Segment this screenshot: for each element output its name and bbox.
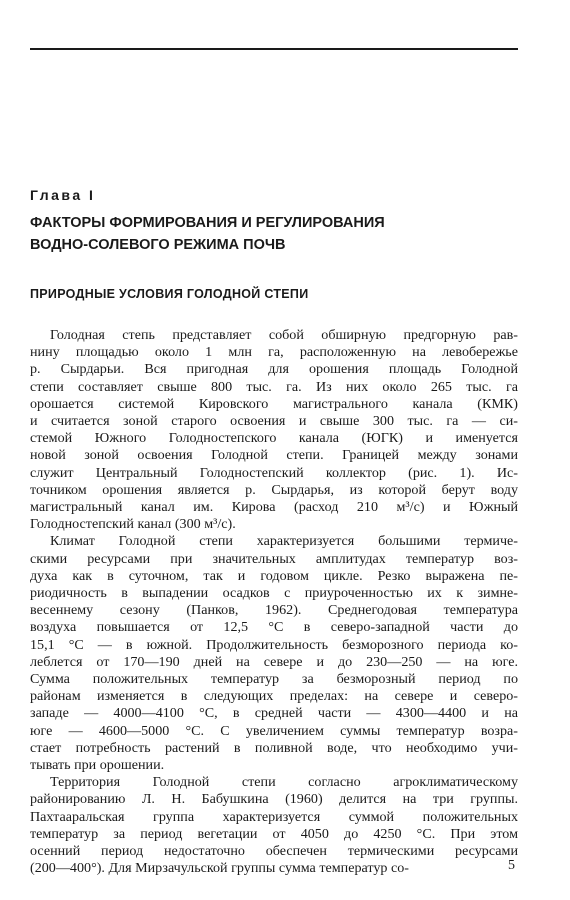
text-line: скими ресурсами при значительных амплитудах температур воз- (30, 550, 518, 567)
text-line: Голодная степь представляет собой обширную предгорную рав- (50, 327, 518, 343)
text-line: районированию Л. Н. Бабушкина (1960) делится на три группы. (30, 791, 518, 808)
text-line: орошается системой Кировского магистрального канала (КМК) (30, 395, 518, 412)
text-line: степи составляет свыше 800 тыс. га. Из них около 265 тыс. га (30, 378, 518, 395)
paragraph (30, 533, 518, 774)
text-line: 15,1 °С — в южной. Продолжительность безморозного периода ко- (30, 636, 518, 653)
text-line: нину площадью около 1 млн га, расположенную на левобережье (30, 344, 518, 361)
text-line: Голодностепский канал (300 м³/с). (30, 516, 236, 533)
chapter-title-line: ФАКТОРЫ ФОРМИРОВАНИЯ И РЕГУЛИРОВАНИЯ (30, 215, 385, 231)
text-line: западе — 4000—4100 °С, в средней части — 4300—4400 и на (30, 705, 518, 722)
text-line: магистральный канал им. Кирова (расход 210 м³/с) и Южный (30, 499, 518, 516)
text-line: юге — 4600—5000 °С. С увеличением суммы температур возра- (30, 722, 518, 739)
text-line: весеннему сезону (Панков, 1962). Среднегодовая температура (30, 602, 518, 619)
body-text (30, 327, 518, 878)
text-line: р. Сырдарьи. Вся пригодная для орошения площадь Голодной (30, 361, 518, 378)
text-line: риодичность в выпадении осадков с приуроченностью их к зимне- (30, 585, 518, 602)
text-line: Пахтааральская группа характеризуется суммой положительных (30, 808, 518, 825)
chapter-label: Глава I (30, 187, 96, 203)
page-number: 5 (508, 858, 515, 873)
text-line: точником орошения является р. Сырдарья, из которой берут воду (30, 481, 518, 498)
text-line: и считается зоной старого освоения и свыше 300 тыс. га — си- (30, 413, 518, 430)
text-line: (200—400°). Для Мирзачульской группы сумма температур со- (30, 860, 409, 877)
text-line: Климат Голодной степи характеризуется большими термиче- (50, 533, 518, 550)
header-rule (30, 48, 518, 50)
text-line: температур за период вегетации от 4050 до 4250 °С. При этом (30, 825, 518, 842)
text-line: тывать при орошении. (30, 757, 165, 774)
text-line: воздуха повышается от 12,5 °С в северо-западной части до (30, 619, 518, 636)
chapter-title (30, 212, 530, 256)
section-title: ПРИРОДНЫЕ УСЛОВИЯ ГОЛОДНОЙ СТЕПИ (30, 287, 309, 301)
text-line: служит Центральный Голодностепский коллектор (рис. 1). Ис- (30, 464, 518, 481)
text-line: осенний период недостаточно обеспечен термическими ресурсами (30, 843, 518, 860)
text-line: леблется от 170—190 дней на севере и до 230—250 — на юге. (30, 653, 518, 670)
paragraph (30, 774, 518, 877)
text-line: Сумма положительных температур за безморозный период по (30, 671, 518, 688)
text-line: районам изменяется в следующих пределах: на севере и северо- (30, 688, 518, 705)
text-line: стемой Южного Голодностепского канала (ЮГК) и именуется (30, 430, 518, 447)
text-line: духа как в суточном, так и годовом цикле. Резко выражена пе- (30, 567, 518, 584)
text-line: Территория Голодной степи согласно агроклиматическому (50, 774, 518, 791)
paragraph (30, 327, 518, 533)
text-line: стает потребность растений в поливной воде, что необходимо учи- (30, 739, 518, 756)
chapter-title-line: ВОДНО-СОЛЕВОГО РЕЖИМА ПОЧВ (30, 237, 286, 253)
text-line: новой зоной освоения Голодной степи. Границей между зонами (30, 447, 518, 464)
